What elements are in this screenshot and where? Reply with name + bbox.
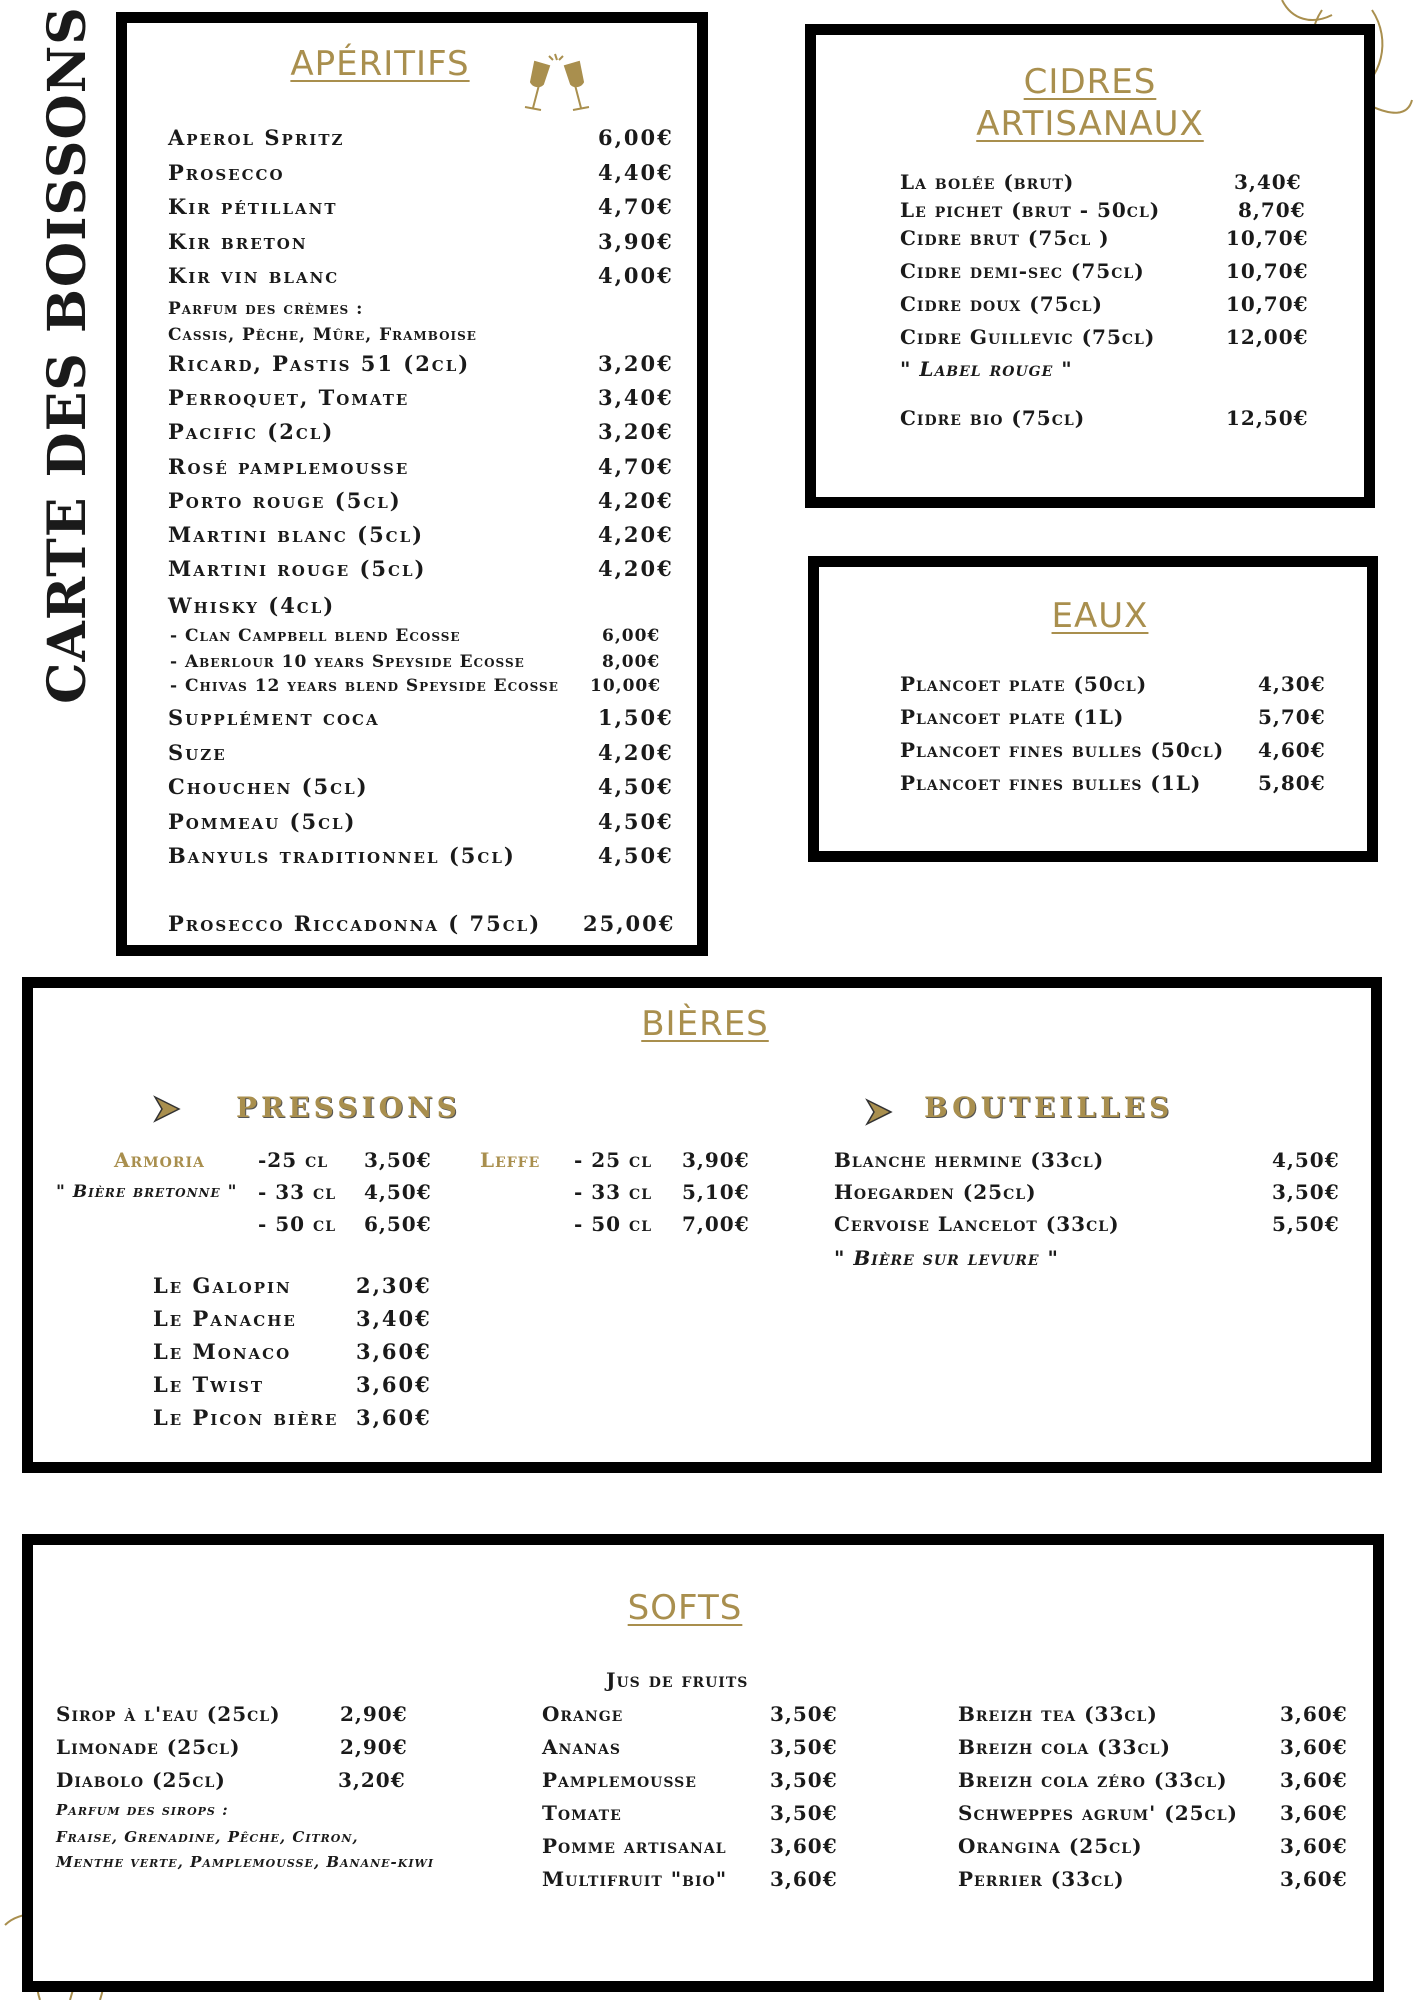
aperitif-item-name: Kir breton xyxy=(168,228,308,254)
special-beer-name: Le Picon bière xyxy=(153,1405,339,1430)
soft-item-name: Breizh cola (33cl) xyxy=(958,1735,1171,1759)
jus-item-price: 3,60€ xyxy=(770,1834,838,1858)
special-beer-price: 3,60€ xyxy=(356,1339,432,1364)
sirop-item-price: 2,90€ xyxy=(340,1702,408,1726)
jus-title: Jus de fruits xyxy=(606,1668,749,1692)
soft-item-name: Breizh cola zéro (33cl) xyxy=(958,1768,1228,1792)
armoria-name: Armoria xyxy=(114,1148,205,1172)
jus-item-name: Pamplemousse xyxy=(542,1768,697,1792)
soft-item-price: 3,60€ xyxy=(1280,1702,1348,1726)
special-beer-price: 3,60€ xyxy=(356,1405,432,1430)
cidres-title-line1: CIDRES xyxy=(1023,62,1157,102)
leffe-size: - 33 cl xyxy=(574,1180,653,1204)
aperitif-item-name: Porto rouge (5cl) xyxy=(168,487,402,513)
aperitifs-title: APÉRITIFS xyxy=(290,44,470,84)
armoria-price: 3,50€ xyxy=(364,1148,432,1172)
aperitif-item-price: 4,20€ xyxy=(598,522,674,547)
soft-item-name: Breizh tea (33cl) xyxy=(958,1702,1158,1726)
aperitif-item-name: Martini rouge (5cl) xyxy=(168,556,427,582)
aperitif-item-name: Kir pétillant xyxy=(168,194,338,219)
leffe-size: - 50 cl xyxy=(574,1212,653,1236)
leffe-name: Leffe xyxy=(480,1148,541,1172)
cidre-label-note: " Label rouge " xyxy=(900,357,1073,381)
bouteilles-title: BOUTEILLES xyxy=(924,1091,1174,1124)
sirop-flavours-1: Fraise, Grenadine, Pêche, Citron, xyxy=(56,1828,359,1846)
aperitif-item-price: 3,90€ xyxy=(598,228,674,254)
soft-item-price: 3,60€ xyxy=(1280,1834,1348,1858)
aperitif-bottle-price: 25,00€ xyxy=(583,911,676,936)
bottle-beer-name: Blanche hermine (33cl) xyxy=(834,1148,1105,1172)
bottle-beer-name: Cervoise Lancelot (33cl) xyxy=(834,1212,1120,1236)
cidre-item-price: 10,70€ xyxy=(1226,259,1309,283)
aperitif-item-price: 4,50€ xyxy=(598,808,674,834)
jus-item-name: Pomme artisanal xyxy=(542,1834,727,1858)
soft-item-price: 3,60€ xyxy=(1280,1801,1348,1825)
aperitif-item-name: Ricard, Pastis 51 (2cl) xyxy=(168,351,471,376)
jus-item-price: 3,60€ xyxy=(770,1867,838,1891)
aperitif-item-name: Pacific (2cl) xyxy=(168,419,335,445)
eau-item-price: 5,80€ xyxy=(1258,771,1326,795)
aperitif-item-price: 4,70€ xyxy=(598,453,674,479)
jus-item-name: Ananas xyxy=(542,1735,621,1759)
cidre-item-price: 12,00€ xyxy=(1226,325,1309,349)
aperitif-bottle-name: Prosecco Riccadonna ( 75cl) xyxy=(168,911,542,936)
jus-item-name: Multifruit "bio" xyxy=(542,1867,728,1891)
aperitif-item-name: Suze xyxy=(168,739,227,765)
soft-item-price: 3,60€ xyxy=(1280,1735,1348,1759)
armoria-price: 4,50€ xyxy=(364,1180,432,1204)
sirop-item-name: Sirop à l'eau (25cl) xyxy=(56,1702,281,1726)
jus-item-name: Tomate xyxy=(542,1801,622,1825)
aperitif-item-name: Perroquet, Tomate xyxy=(168,385,410,411)
sirop-item-price: 3,20€ xyxy=(338,1768,406,1792)
aperitif-item-name: Rosé pamplemousse xyxy=(168,453,410,479)
aperitif-item-name: Martini blanc (5cl) xyxy=(168,522,425,547)
sirop-flavours-2: Menthe verte, Pamplemousse, Banane-kiwi xyxy=(56,1853,434,1871)
eau-item-name: Plancoet plate (1L) xyxy=(900,705,1125,729)
cidre-item-price: 10,70€ xyxy=(1226,292,1309,316)
special-beer-name: Le Galopin xyxy=(153,1273,292,1298)
soft-item-name: Perrier (33cl) xyxy=(958,1867,1125,1891)
soft-item-price: 3,60€ xyxy=(1280,1768,1348,1792)
aperitif-item-name: Prosecco xyxy=(168,159,285,185)
bottle-beer-name: Hoegarden (25cl) xyxy=(834,1180,1037,1204)
aperitif-item-price: 4,20€ xyxy=(598,556,674,582)
champagne-glasses-icon xyxy=(521,52,593,116)
aperitif-item-name: Banyuls traditionnel (5cl) xyxy=(168,843,516,868)
cidre-item-price: 8,70€ xyxy=(1238,198,1306,222)
aperitif-item-price: 4,50€ xyxy=(598,843,674,868)
leffe-price: 5,10€ xyxy=(682,1180,750,1204)
cidre-item-name: Cidre demi-sec (75cl) xyxy=(900,259,1145,283)
armoria-size: - 50 cl xyxy=(258,1212,337,1236)
jus-item-price: 3,50€ xyxy=(770,1702,838,1726)
leffe-size: - 25 cl xyxy=(574,1148,653,1172)
aperitif-item-name: Supplément coca xyxy=(168,705,380,730)
bottle-beer-price: 4,50€ xyxy=(1272,1148,1340,1172)
whisky-item-name: - Chivas 12 years blend Speyside Ecosse xyxy=(170,676,559,696)
soft-item-price: 3,60€ xyxy=(1280,1867,1348,1891)
aperitif-item-price: 4,40€ xyxy=(598,159,674,185)
whisky-item-name: - Aberlour 10 years Speyside Ecosse xyxy=(170,652,525,672)
eau-item-price: 4,30€ xyxy=(1258,672,1326,696)
whisky-item-price: 6,00€ xyxy=(602,626,661,646)
eau-item-name: Plancoet plate (50cl) xyxy=(900,672,1148,696)
leffe-price: 7,00€ xyxy=(682,1212,750,1236)
softs-title: SOFTS xyxy=(627,1588,743,1628)
aperitif-item-price: 3,20€ xyxy=(598,419,674,445)
armoria-size: - 33 cl xyxy=(258,1180,337,1204)
armoria-note: " Bière bretonne " xyxy=(56,1182,238,1202)
aperitif-item-price: 4,00€ xyxy=(598,263,674,288)
special-beer-price: 2,30€ xyxy=(356,1273,432,1298)
cidre-item-name: La bolée (brut) xyxy=(900,170,1075,194)
eau-item-price: 5,70€ xyxy=(1258,705,1326,729)
aperitif-item-price: 3,40€ xyxy=(598,385,674,411)
eaux-title: EAUX xyxy=(1051,596,1149,636)
soft-item-name: Schweppes agrum' (25cl) xyxy=(958,1801,1238,1825)
cidre-item-price: 10,70€ xyxy=(1226,226,1309,250)
eau-item-price: 4,60€ xyxy=(1258,738,1326,762)
cidre-item-name: Cidre Guillevic (75cl) xyxy=(900,325,1156,349)
aperitif-item-price: 4,20€ xyxy=(598,739,674,765)
aperitif-item-name: Chouchen (5cl) xyxy=(168,774,369,799)
creme-note: Parfum des crèmes : xyxy=(168,299,364,319)
special-beer-name: Le Panache xyxy=(153,1306,297,1331)
special-beer-price: 3,60€ xyxy=(356,1372,432,1397)
levure-note: " Bière sur levure " xyxy=(834,1246,1059,1270)
aperitif-item-price: 1,50€ xyxy=(598,705,674,730)
special-beer-name: Le Monaco xyxy=(153,1339,292,1364)
cidre-bio-name: Cidre bio (75cl) xyxy=(900,406,1086,430)
pressions-arrow-icon xyxy=(152,1094,182,1124)
cidre-item-name: Cidre doux (75cl) xyxy=(900,292,1103,316)
cidre-bio-price: 12,50€ xyxy=(1226,406,1309,430)
sirop-item-name: Limonade (25cl) xyxy=(56,1735,241,1759)
bouteilles-arrow-icon xyxy=(864,1097,894,1127)
menu-title: CARTE DES BOISSONS xyxy=(37,6,98,704)
aperitif-item-name: Aperol Spritz xyxy=(168,125,345,150)
aperitif-item-name: Pommeau (5cl) xyxy=(168,808,357,834)
pressions-title: PRESSIONS xyxy=(236,1091,461,1124)
bieres-title: BIÈRES xyxy=(641,1004,769,1044)
soft-item-name: Orangina (25cl) xyxy=(958,1834,1143,1858)
cidre-item-name: Cidre brut (75cl ) xyxy=(900,226,1110,250)
aperitif-item-price: 4,70€ xyxy=(598,194,674,219)
leffe-price: 3,90€ xyxy=(682,1148,750,1172)
jus-item-name: Orange xyxy=(542,1702,624,1726)
whisky-item-name: - Clan Campbell blend Ecosse xyxy=(170,626,461,646)
special-beer-price: 3,40€ xyxy=(356,1306,432,1331)
whisky-item-price: 10,00€ xyxy=(590,676,662,696)
aperitif-item-price: 4,50€ xyxy=(598,774,674,799)
eau-item-name: Plancoet fines bulles (1L) xyxy=(900,771,1202,795)
sirop-item-name: Diabolo (25cl) xyxy=(56,1768,226,1792)
jus-item-price: 3,50€ xyxy=(770,1735,838,1759)
armoria-size: -25 cl xyxy=(258,1148,329,1172)
bottle-beer-price: 5,50€ xyxy=(1272,1212,1340,1236)
cidre-item-name: Le pichet (brut - 50cl) xyxy=(900,198,1161,222)
jus-item-price: 3,50€ xyxy=(770,1768,838,1792)
aperitif-item-price: 4,20€ xyxy=(598,487,674,513)
armoria-price: 6,50€ xyxy=(364,1212,432,1236)
aperitif-item-price: 6,00€ xyxy=(598,125,674,150)
jus-item-price: 3,50€ xyxy=(770,1801,838,1825)
whisky-label: Whisky (4cl) xyxy=(168,593,336,618)
cidre-item-price: 3,40€ xyxy=(1234,170,1302,194)
sirop-item-price: 2,90€ xyxy=(340,1735,408,1759)
bottle-beer-price: 3,50€ xyxy=(1272,1180,1340,1204)
creme-flavours: Cassis, Pêche, Mûre, Framboise xyxy=(168,325,477,345)
cidres-title-line2: ARTISANAUX xyxy=(976,104,1204,144)
sirop-note: Parfum des sirops : xyxy=(56,1801,229,1819)
special-beer-name: Le Twist xyxy=(153,1372,264,1397)
aperitif-item-name: Kir vin blanc xyxy=(168,263,340,288)
eau-item-name: Plancoet fines bulles (50cl) xyxy=(900,738,1225,762)
whisky-item-price: 8,00€ xyxy=(602,652,661,672)
aperitif-item-price: 3,20€ xyxy=(598,351,674,376)
